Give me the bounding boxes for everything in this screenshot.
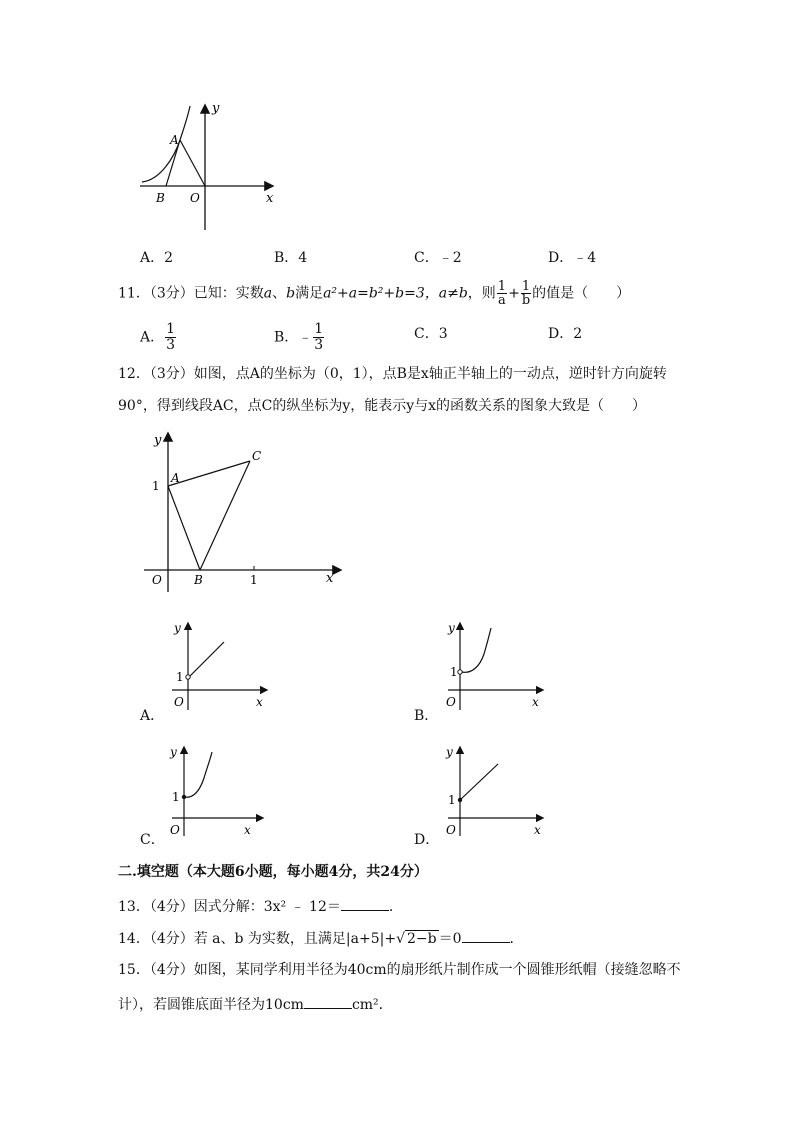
graph-b-curve bbox=[462, 628, 491, 672]
q11-option-c[interactable]: C．3 bbox=[414, 326, 448, 342]
q10-label-x: x bbox=[266, 191, 274, 206]
q10-label-b: B bbox=[156, 191, 165, 205]
graph-c-curve bbox=[184, 752, 212, 797]
q12-label-one-x: 1 bbox=[250, 573, 258, 587]
q11-var-a: a bbox=[263, 285, 273, 302]
q12-line2: 90°，得到线段AC，点C的纵坐标为y，能表示y与x的函数关系的图象大致是（ ） bbox=[118, 398, 647, 414]
svg-text:y: y bbox=[170, 745, 177, 759]
q12-graph-b[interactable] bbox=[438, 618, 548, 714]
q10-option-d[interactable]: D．﹣4 bbox=[548, 250, 597, 266]
svg-text:O: O bbox=[174, 695, 184, 709]
q10-segment-ao bbox=[180, 140, 205, 186]
graph-d-solid-point bbox=[458, 798, 462, 802]
q11-text1: 已知：实数 bbox=[193, 285, 264, 302]
q10-label-y: y bbox=[212, 101, 220, 116]
svg-text:x: x bbox=[532, 695, 539, 709]
q11-score: （3分） bbox=[149, 285, 194, 302]
q12-label-y: y bbox=[154, 433, 162, 448]
svg-text:x: x bbox=[256, 695, 263, 709]
graph-d-line bbox=[460, 764, 498, 800]
q11-stem bbox=[118, 280, 630, 307]
svg-text:y: y bbox=[174, 621, 181, 635]
svg-text:x: x bbox=[534, 823, 541, 837]
q15-line2: 计），若圆锥底面半径为10cm cm²． bbox=[118, 994, 393, 1015]
q15-answer-blank[interactable] bbox=[304, 994, 352, 1009]
q12-figure bbox=[140, 428, 350, 596]
q11-var-b: b bbox=[286, 285, 296, 302]
q14-sqrt-content: 2−b bbox=[407, 931, 437, 947]
q13: 13．（4分）因式分解：3x² ﹣ 12＝ ． bbox=[118, 896, 403, 917]
q12-label-a: A bbox=[171, 471, 180, 485]
svg-text:O: O bbox=[446, 823, 456, 837]
graph-c-solid-point bbox=[182, 795, 186, 799]
q12-option-a[interactable]: A． bbox=[140, 708, 165, 724]
svg-text:y: y bbox=[446, 745, 453, 759]
q12-label-one-y: 1 bbox=[152, 479, 160, 493]
q10-option-a[interactable]: A．2 bbox=[140, 250, 174, 266]
q11-fraction-1: $\frac{1}{a}$ bbox=[497, 279, 507, 308]
q11-num: 11． bbox=[118, 285, 150, 302]
q14-text: 14．（4分）若 a、b 为实数，且满足|a+5|+ bbox=[118, 931, 397, 947]
q11-text3: ，则 bbox=[467, 285, 496, 302]
q11-option-a[interactable]: A． $\frac{1}{3}$ bbox=[140, 321, 176, 353]
q14: 14．（4分）若 a、b 为实数，且满足|a+5|+√ 2−b ＝0 ． bbox=[118, 928, 524, 949]
q12-label-c: C bbox=[252, 449, 262, 463]
q14-answer-blank[interactable] bbox=[462, 928, 510, 943]
q12-label-b: B bbox=[194, 573, 203, 587]
q13-answer-blank[interactable] bbox=[341, 896, 389, 911]
q10-figure bbox=[130, 98, 290, 238]
section-2-title: 二.填空题（本大题6小题，每小题4分，共24分） bbox=[118, 864, 428, 880]
q11-option-d[interactable]: D．2 bbox=[548, 326, 583, 342]
svg-text:1: 1 bbox=[172, 790, 180, 804]
q12-segment-ab bbox=[168, 486, 200, 570]
q12-option-b[interactable]: B． bbox=[414, 708, 439, 724]
q11-fraction-2: $\frac{1}{b}$ bbox=[521, 279, 531, 308]
svg-text:1: 1 bbox=[450, 665, 458, 679]
q11-option-b[interactable]: B．﹣ $\frac{1}{3}$ bbox=[274, 321, 324, 353]
q12-graph-d[interactable] bbox=[438, 742, 548, 838]
q12-label-x: x bbox=[326, 571, 334, 586]
q12-option-d[interactable]: D． bbox=[414, 832, 440, 848]
graph-b-open-point bbox=[458, 670, 462, 674]
q11-text2: 满足 bbox=[295, 285, 324, 302]
q12-line1: 12．（3分）如图，点A的坐标为（0，1），点B是x轴正半轴上的一动点，逆时针方向旋转 bbox=[118, 366, 667, 382]
q11-text4: 的值是（ ） bbox=[532, 285, 631, 302]
q12-option-c[interactable]: C． bbox=[140, 832, 165, 848]
q13-text: 13．（4分）因式分解：3x² ﹣ 12＝ bbox=[118, 899, 341, 915]
q15-line1: 15．（4分）如图，某同学利用半径为40cm的扇形纸片制作成一个圆锥形纸帽（接缝忽略不 bbox=[118, 962, 681, 978]
sqrt-icon: √ bbox=[396, 931, 406, 947]
svg-text:y: y bbox=[448, 621, 455, 635]
q12-segment-bc bbox=[200, 461, 250, 570]
q12-graph-c[interactable] bbox=[162, 742, 272, 838]
q11-condition: a²+a=b²+b=3，a≠b bbox=[323, 285, 468, 302]
graph-a-line bbox=[190, 642, 224, 676]
graph-a-open-point bbox=[186, 675, 190, 679]
svg-text:1: 1 bbox=[448, 793, 456, 807]
q10-option-b[interactable]: B．4 bbox=[274, 250, 308, 266]
svg-text:x: x bbox=[244, 823, 251, 837]
q12-label-o: O bbox=[152, 573, 162, 587]
q10-label-o: O bbox=[190, 191, 200, 205]
svg-text:1: 1 bbox=[176, 670, 184, 684]
svg-text:O: O bbox=[446, 695, 456, 709]
q12-segment-ac bbox=[168, 461, 250, 486]
q11-sep: 、 bbox=[272, 285, 287, 302]
q10-option-c[interactable]: C．﹣2 bbox=[414, 250, 462, 266]
q12-graph-a[interactable] bbox=[162, 618, 272, 714]
q10-label-a: A bbox=[170, 133, 179, 147]
svg-text:O: O bbox=[170, 823, 180, 837]
q11-plus: + bbox=[508, 285, 520, 302]
